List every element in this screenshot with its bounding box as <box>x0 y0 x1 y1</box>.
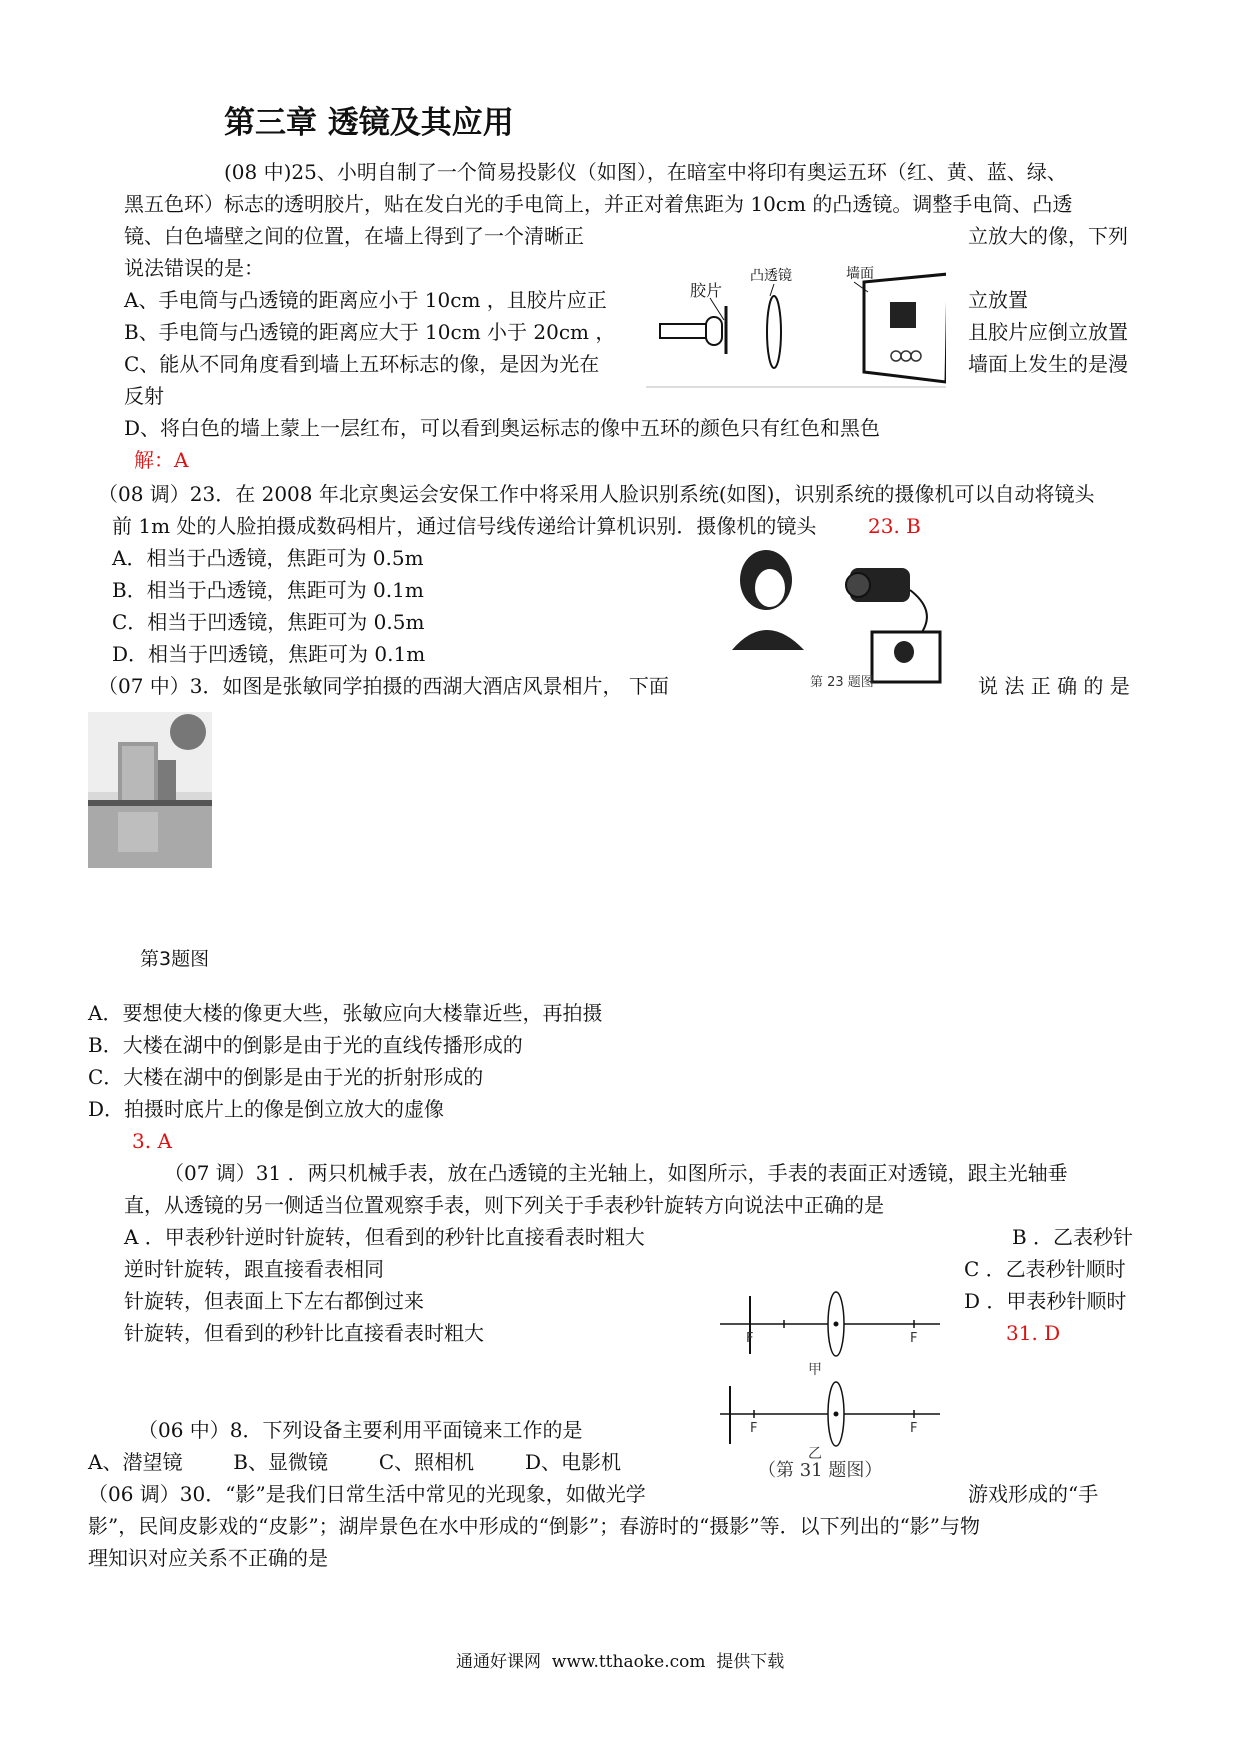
q4-row-1b: B ．乙表秒针 <box>1012 1225 1134 1249</box>
q4-line-2: 直，从透镜的另一侧适当位置观察手表，则下列关于手表秒针旋转方向说法中正确的是 <box>124 1193 884 1217</box>
q4-row-2a: 逆时针旋转，跟直接看表相同 <box>124 1257 384 1281</box>
q5-options: A、潜望镜 B、显微镜 C、照相机 D、电影机 <box>88 1450 622 1474</box>
q4-line-1: （07 调）31 ．两只机械手表，放在凸透镜的主光轴上，如图所示，手表的表面正对透镜，跟主光轴垂 <box>164 1161 1068 1185</box>
q4-row-2b: C ．乙表秒针顺时 <box>964 1257 1126 1281</box>
q1-option-c-line2: 反射 <box>124 384 164 408</box>
page-title: 第三章 透镜及其应用 <box>224 105 514 141</box>
q2-option-c: C．相当于凹透镜，焦距可为 0.5m <box>112 610 425 634</box>
q1-line-1: (08 中)25、小明自制了一个简易投影仪（如图），在暗室中将印有奥运五环（红、黄、蓝、绿、 <box>224 160 1067 184</box>
q4-row-3b: D ．甲表秒针顺时 <box>964 1289 1127 1313</box>
q6-line-2: 影”，民间皮影戏的“皮影”；湖岸景色在水中形成的“倒影”；春游时的“摄影”等．以下列出的“影”与物 <box>88 1514 981 1538</box>
page-footer: 通通好课网 www.tthaoke.com 提供下载 <box>456 1652 785 1672</box>
q2-option-d: D．相当于凹透镜，焦距可为 0.1m <box>112 642 426 666</box>
q2-answer: 23. B <box>868 514 921 538</box>
q1-line-2: 黑五色环）标志的透明胶片，贴在发白光的手电筒上，并正对着焦距为 10cm 的凸透镜。调整手电筒、凸透 <box>124 192 1073 216</box>
q4-row-3a: 针旋转，但表面上下左右都倒过来 <box>124 1289 424 1313</box>
q3-line-1a: （07 中）3．如图是张敏同学拍摄的西湖大酒店风景相片， 下面 <box>98 674 669 698</box>
q3-option-b: B．大楼在湖中的倒影是由于光的直线传播形成的 <box>88 1033 523 1057</box>
q1-option-b-cont: 且胶片应倒立放置 <box>968 320 1128 344</box>
q3-line-1b: 说 法 正 确 的 是 <box>978 674 1130 698</box>
q4-answer: 31. D <box>1006 1321 1061 1345</box>
q4-figure-caption: （第 31 题图） <box>758 1460 883 1481</box>
watch-jia-label: 甲 <box>808 1362 822 1378</box>
q1-option-c: C、能从不同角度看到墙上五环标志的像，是因为光在 <box>124 352 600 376</box>
q4-row-4a: 针旋转，但看到的秒针比直接看表时粗大 <box>124 1321 484 1345</box>
q2-option-b: B．相当于凸透镜，焦距可为 0.1m <box>112 578 424 602</box>
focus-label-1: F <box>746 1331 754 1346</box>
q6-line-1a: （06 调）30．“影”是我们日常生活中常见的光现象，如做光学 <box>88 1482 646 1506</box>
q1-line-3a: 镜、白色墙壁之间的位置，在墙上得到了一个清晰正 <box>124 224 584 248</box>
q1-line-3b: 立放大的像，下列 <box>968 224 1128 248</box>
q6-line-3: 理知识对应关系不正确的是 <box>88 1546 328 1570</box>
projector-figure <box>646 262 946 392</box>
watch-lens-figure <box>716 1284 946 1474</box>
q1-line-4: 说法错误的是： <box>124 256 264 280</box>
q3-option-a: A．要想使大楼的像更大些，张敏应向大楼靠近些，再拍摄 <box>88 1001 603 1025</box>
focus-label-4: F <box>910 1421 918 1436</box>
q2-figure-caption: 第 23 题图 <box>810 675 874 690</box>
q4-row-1a: A ．甲表秒针逆时针旋转，但看到的秒针比直接看表时粗大 <box>124 1225 645 1249</box>
focus-label-2: F <box>910 1331 918 1346</box>
q3-option-c: C．大楼在湖中的倒影是由于光的折射形成的 <box>88 1065 484 1089</box>
label-film: 胶片 <box>690 281 723 300</box>
watch-yi-label: 乙 <box>808 1446 822 1462</box>
q1-option-c-cont: 墙面上发生的是漫 <box>968 352 1128 376</box>
hotel-photo <box>88 712 212 868</box>
q2-line-2: 前 1m 处的人脸拍摄成数码相片，通过信号线传递给计算机识别．摄像机的镜头 <box>112 514 817 538</box>
q1-option-a: A、手电筒与凸透镜的距离应小于 10cm ，且胶片应正 <box>124 288 607 312</box>
q6-line-1b: 游戏形成的“手 <box>968 1482 1099 1506</box>
q2-option-a: A．相当于凸透镜，焦距可为 0.5m <box>112 546 424 570</box>
q1-answer: 解：A <box>134 448 189 472</box>
q1-option-b: B、手电筒与凸透镜的距离应大于 10cm 小于 20cm ， <box>124 320 616 344</box>
label-wall: 墙面 <box>846 266 874 282</box>
q3-figure-caption: 第3题图 <box>140 948 210 970</box>
focus-label-3: F <box>750 1421 758 1436</box>
face-recognition-figure <box>726 540 956 690</box>
q1-option-d: D、将白色的墙上蒙上一层红布，可以看到奥运标志的像中五环的颜色只有红色和黑色 <box>124 416 881 440</box>
label-lens: 凸透镜 <box>750 268 792 284</box>
q5-line-1: （06 中）8．下列设备主要利用平面镜来工作的是 <box>138 1418 583 1442</box>
q2-line-1: （08 调）23．在 2008 年北京奥运会安保工作中将采用人脸识别系统(如图)，识别系统的摄像机可以自动将镜头 <box>98 482 1095 506</box>
q3-option-d: D．拍摄时底片上的像是倒立放大的虚像 <box>88 1097 445 1121</box>
q1-option-a-cont: 立放置 <box>968 288 1028 312</box>
q3-answer: 3. A <box>132 1129 172 1153</box>
